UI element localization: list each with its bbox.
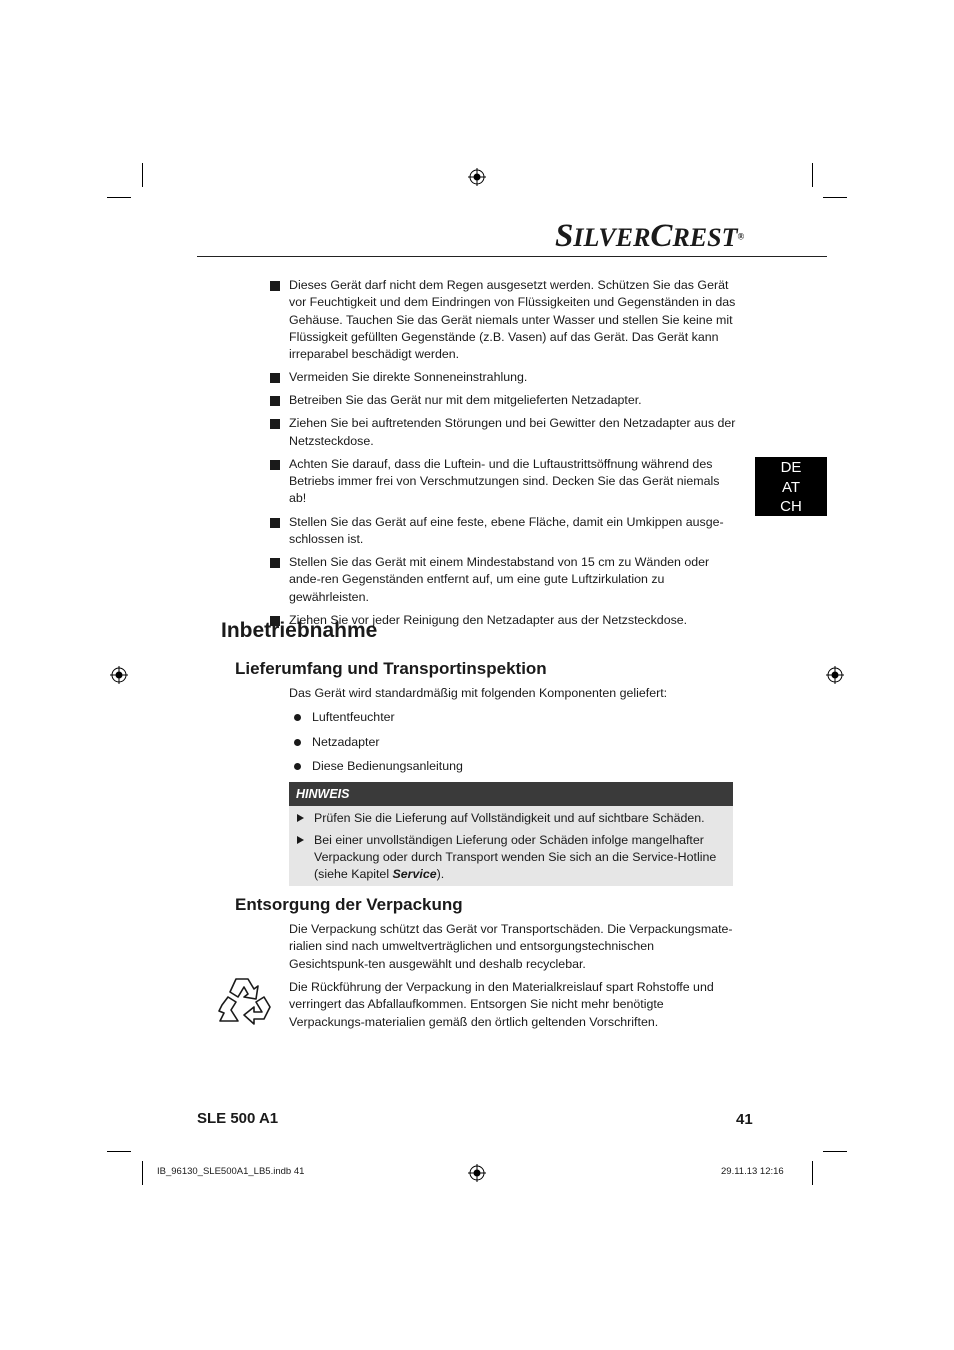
arrow-bullet-icon [297, 814, 304, 822]
note-list [297, 810, 727, 888]
logo-letter: C [650, 218, 673, 254]
model-number: SLE 500 A1 [197, 1110, 279, 1127]
print-slug-date: 29.11.13 12:16 [721, 1166, 784, 1177]
recycling-icon [216, 975, 274, 1029]
crop-mark [823, 197, 847, 198]
list-item-text: Prüfen Sie die Lieferung auf Vollständigkeit und auf sichtbare Schäden. [314, 811, 705, 825]
crop-mark [823, 1151, 847, 1152]
list-item-text: Achten Sie darauf, dass die Luftein- und die Luftaustrittsöffnung während des Betriebs immer frei von Verschmutzungen sind. Decken Sie das Gerät niemals ab! [289, 456, 720, 506]
language-code: AT [781, 478, 801, 496]
list-item-text: Luftentfeuchter [312, 710, 395, 724]
square-bullet-icon [270, 396, 280, 406]
delivery-list [294, 709, 463, 783]
list-item [270, 554, 736, 606]
list-item-text-end: ). [436, 867, 445, 882]
crop-mark [142, 163, 143, 187]
disposal-heading: Entsorgung der Verpackung [235, 895, 463, 914]
delivery-intro: Das Gerät wird standardmäßig mit folgenden Komponenten geliefert: [289, 686, 668, 700]
logo-letter: S [555, 218, 574, 254]
crop-mark [812, 1161, 813, 1185]
round-bullet-icon [294, 763, 301, 770]
language-code: DE [780, 459, 802, 476]
square-bullet-icon [270, 518, 280, 528]
list-item-text: Netzadapter [312, 734, 380, 749]
square-bullet-icon [270, 419, 280, 429]
list-item [294, 758, 463, 783]
note-box [289, 782, 733, 886]
list-item [270, 415, 736, 450]
list-item [270, 456, 736, 508]
list-item [294, 709, 463, 734]
print-slug-file: IB_96130_SLE500A1_LB5.indb 41 [157, 1166, 305, 1177]
square-bullet-icon [270, 460, 280, 470]
registration-mark-icon [110, 666, 128, 684]
registered-mark: ® [737, 231, 745, 242]
registration-mark-icon [468, 168, 486, 186]
delivery-heading: Lieferumfang und Transportinspektion [235, 659, 547, 678]
language-tab [755, 457, 827, 516]
list-item [297, 832, 727, 884]
square-bullet-icon [270, 373, 280, 383]
list-item-text: Diese Bedienungsanleitung [312, 759, 463, 773]
safety-list [270, 277, 736, 635]
header-rule [197, 256, 827, 257]
language-code: CH [780, 498, 802, 515]
crop-mark [812, 163, 813, 187]
list-item-text: Ziehen Sie vor jeder Reinigung den Netzadapter aus der Netzsteckdose. [289, 612, 688, 627]
list-item-text: Stellen Sie das Gerät auf eine feste, ebene Fläche, damit ein Umkippen ausge-schlossen ist. [289, 514, 724, 546]
note-label: HINWEIS [289, 782, 733, 806]
crop-mark [107, 1151, 131, 1152]
list-item [270, 392, 736, 409]
list-item [270, 369, 736, 386]
logo-letters: ILVER [573, 223, 651, 252]
list-item [270, 277, 736, 363]
brand-logo [555, 218, 755, 252]
square-bullet-icon [270, 281, 280, 291]
list-item [270, 514, 736, 549]
registration-mark-icon [468, 1164, 486, 1182]
disposal-paragraph: Die Verpackung schützt das Gerät vor Transportschäden. Die Verpackungsmate-rialien sind nach umweltverträglichen und entsorgungstechnischen Gesichtspunk-ten ausgewählt und deshalb recyclebar. [289, 922, 733, 971]
round-bullet-icon [294, 714, 301, 721]
disposal-paragraph: Die Rückführung der Verpackung in den Materialkreislauf spart Rohstoffe und verringert das Abfallaufkommen. Entsorgen Sie nicht mehr benötigte Verpackungs-materialien gemäß den örtlich geltenden Vorschriften. [289, 980, 714, 1029]
arrow-bullet-icon [297, 836, 304, 844]
round-bullet-icon [294, 739, 301, 746]
section-title: Inbetriebnahme [221, 619, 378, 642]
crop-mark [107, 197, 131, 198]
list-item-text: Vermeiden Sie direkte Sonneneinstrahlung. [289, 370, 528, 385]
logo-letters: REST [672, 223, 738, 252]
list-item-text: Ziehen Sie bei auftretenden Störungen und bei Gewitter den Netzadapter aus der Netzsteckdose. [289, 416, 736, 448]
registration-mark-icon [826, 666, 844, 684]
page-number: 41 [736, 1111, 753, 1128]
list-item [294, 734, 463, 759]
list-item-text: Bei einer unvollständigen Lieferung oder Schäden infolge mangelhafter Verpackung oder durch Transport wenden Sie sich an die Service-Hotline (siehe Kapitel [314, 832, 717, 882]
chapter-reference: Service [392, 867, 437, 882]
list-item-text: Dieses Gerät darf nicht dem Regen ausgesetzt werden. Schützen Sie das Gerät vor Feuchtigkeit und dem Eindringen von Flüssigkeiten und Gegenständen in das Gehäuse. Tauchen Sie das Gerät niemals unter Wasser und stellen Sie keine mit Flüssigkeit gefüllten Gegenstände (z.B. Vasen) auf das Gerät. Das Gerät kann irreparabel beschädigt werden. [289, 278, 736, 362]
list-item [297, 810, 727, 827]
square-bullet-icon [270, 558, 280, 568]
list-item-text: Stellen Sie das Gerät mit einem Mindestabstand von 15 cm zu Wänden oder ande-ren Gegenständen entfernt auf, um eine gute Luftzirkulation zu gewährleisten. [289, 554, 710, 604]
list-item-text: Betreiben Sie das Gerät nur mit dem mitgelieferten Netzadapter. [289, 393, 642, 408]
crop-mark [142, 1161, 143, 1185]
